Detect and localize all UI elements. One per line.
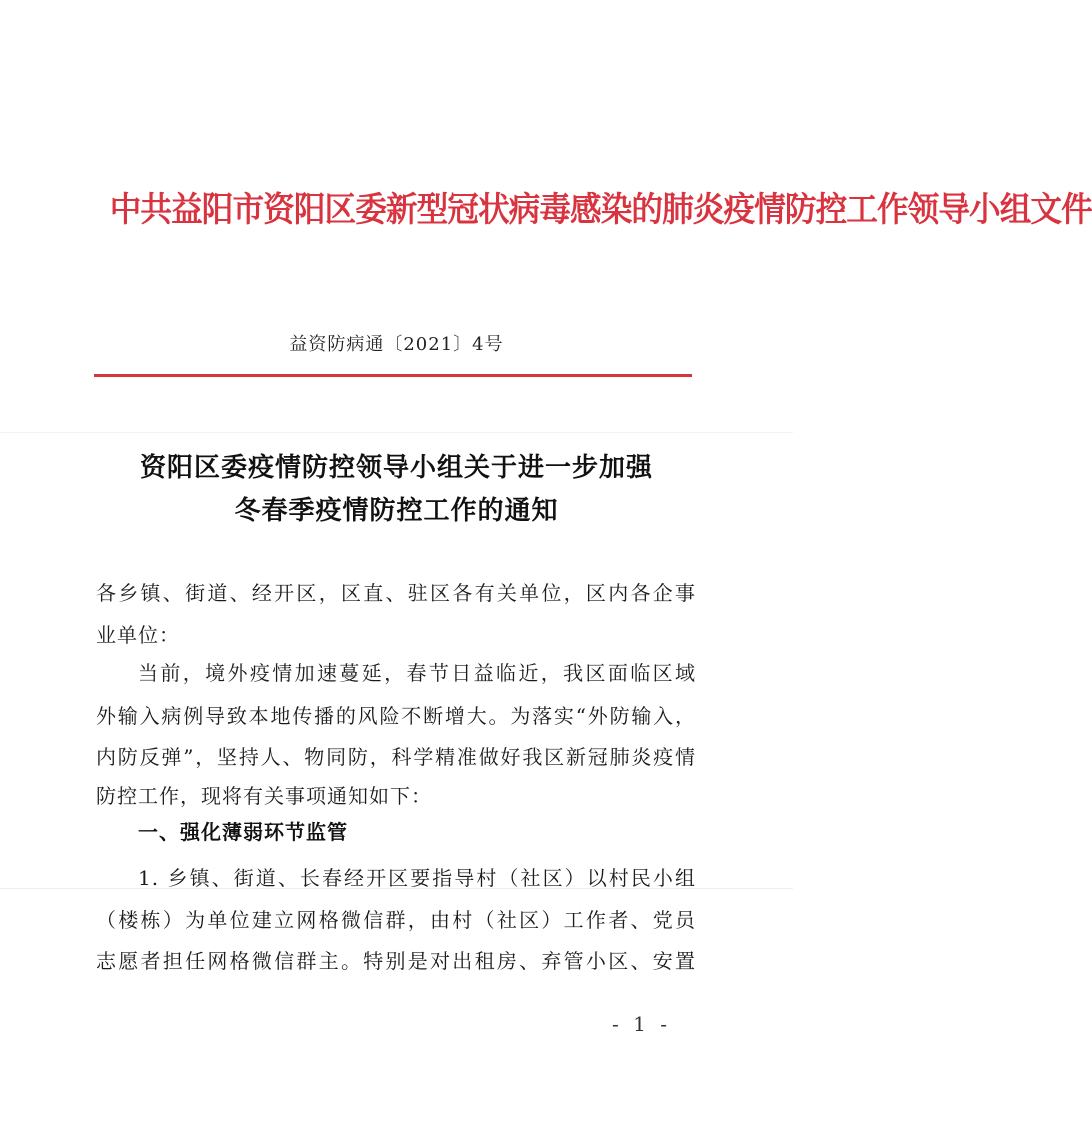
- addressee-line-1: 各乡镇、街道、经开区，区直、驻区各有关单位，区内各企事: [96, 581, 696, 605]
- scan-line: [0, 432, 793, 433]
- paragraph-1-line-3: 内防反弹”，坚持人、物同防，科学精准做好我区新冠肺炎疫情: [96, 745, 696, 769]
- item-1-line-2: （楼栋）为单位建立网格微信群，由村（社区）工作者、党员: [96, 908, 696, 932]
- document-number: 益资防病通〔2021〕4号: [289, 334, 504, 355]
- item-1-line-3: 志愿者担任网格微信群主。特别是对出租房、弃管小区、安置: [96, 949, 696, 973]
- paragraph-1-line-1: 当前，境外疫情加速蔓延，春节日益临近，我区面临区域: [138, 661, 696, 685]
- item-1-line-1: 1. 乡镇、街道、长春经开区要指导村（社区）以村民小组: [138, 866, 696, 890]
- addressee-line-2: 业单位：: [96, 623, 180, 647]
- paragraph-1-line-4: 防控工作，现将有关事项通知如下：: [96, 784, 432, 808]
- document-title-line-1: 资阳区委疫情防控领导小组关于进一步加强: [139, 453, 653, 483]
- page-number: - 1 -: [612, 1012, 671, 1036]
- paragraph-1-line-2: 外输入病例导致本地传播的风险不断增大。为落实“外防输入，: [96, 704, 696, 728]
- issuer-red-header: 中共益阳市资阳区委新型冠状病毒感染的肺炎疫情防控工作领导小组文件: [109, 190, 1092, 230]
- document-title-line-2: 冬春季疫情防控工作的通知: [234, 496, 559, 526]
- section-1-heading: 一、强化薄弱环节监管: [138, 820, 348, 844]
- red-divider-line: [94, 374, 692, 377]
